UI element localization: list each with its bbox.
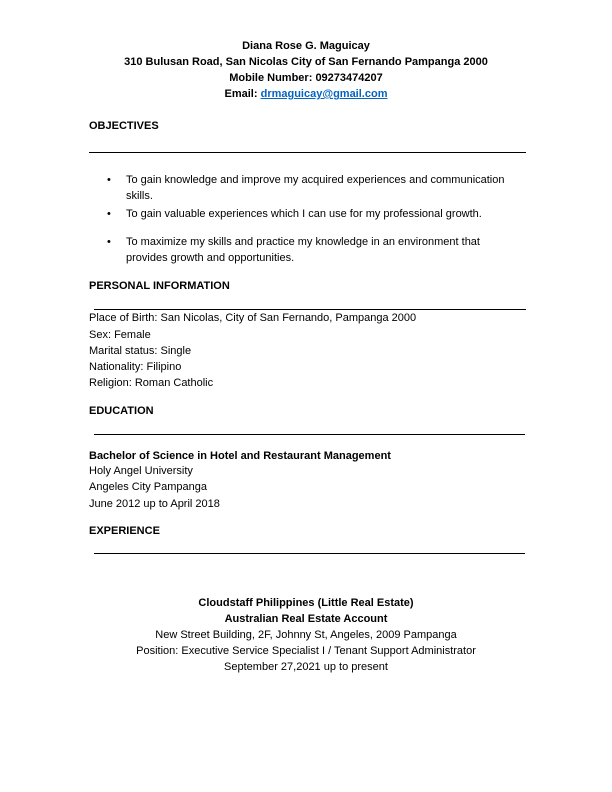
education-dates: June 2012 up to April 2018 [89,498,220,510]
mobile-number: 09273474207 [315,72,383,84]
personal-info-heading: PERSONAL INFORMATION [89,280,230,292]
degree: Bachelor of Science in Hotel and Restaurant Management [89,450,391,462]
objective-item-1-line1: To gain knowledge and improve my acquired experiences and communication [126,174,505,186]
objective-item-3-line2: provides growth and opportunities. [126,252,295,264]
objectives-heading: OBJECTIVES [89,120,159,132]
job-position: Position: Executive Service Specialist I / Tenant Support Administrator [136,645,476,657]
bullet-icon: • [107,208,111,220]
mobile-label: Mobile Number: [229,72,313,84]
company-address: New Street Building, 2F, Johnny St, Angeles, 2009 Pampanga [155,629,457,641]
bullet-icon: • [107,236,111,248]
account-name: Australian Real Estate Account [224,613,388,625]
objective-item-2: To gain valuable experiences which I can use for my professional growth. [126,208,482,220]
education-divider [94,434,525,435]
employment-dates: September 27,2021 up to present [224,661,388,673]
bullet-icon: • [107,174,111,186]
objectives-divider [89,152,526,153]
objective-item-1-line2: skills. [126,190,153,202]
email-label: Email: [224,88,258,100]
school-name: Holy Angel University [89,465,193,477]
applicant-address: 310 Bulusan Road, San Nicolas City of San Fernando Pampanga 2000 [124,56,488,68]
school-location: Angeles City Pampanga [89,481,208,493]
marital-status: Marital status: Single [89,345,192,357]
religion: Religion: Roman Catholic [89,377,214,389]
mobile-line [0,70,612,86]
nationality: Nationality: Filipino [89,361,182,373]
education-heading: EDUCATION [89,405,154,417]
experience-divider [94,553,525,554]
sex: Sex: Female [89,329,151,341]
company-name: Cloudstaff Philippines (Little Real Estate) [198,597,414,609]
experience-heading: EXPERIENCE [89,525,160,537]
objective-item-3-line1: To maximize my skills and practice my knowledge in an environment that [126,236,480,248]
applicant-name: Diana Rose G. Maguicay [242,40,370,52]
email-link[interactable]: drmaguicay@gmail.com [260,88,388,100]
place-of-birth: Place of Birth: San Nicolas, City of San Fernando, Pampanga 2000 [89,312,417,324]
email-line [0,86,612,102]
